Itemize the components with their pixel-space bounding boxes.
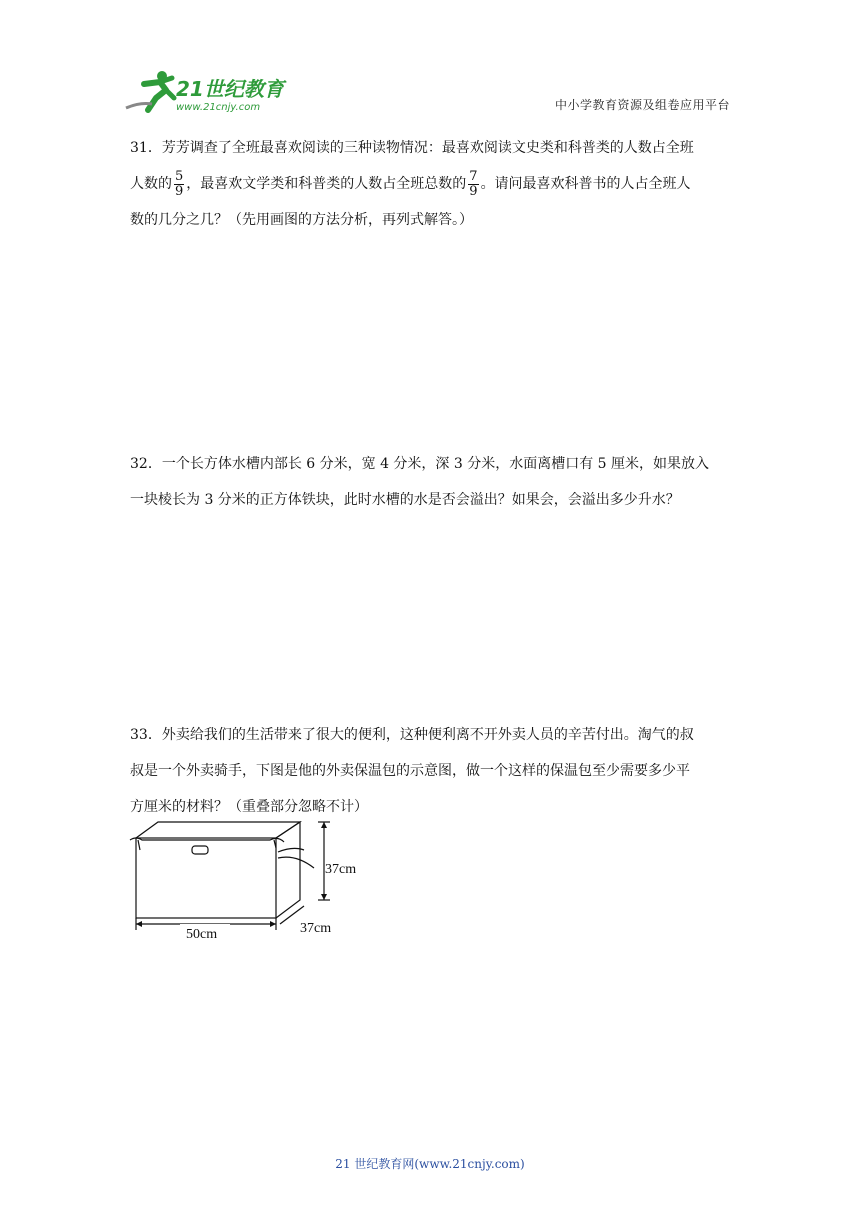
question-31-line2: 人数的 $\frac{5}{9}$ ，最喜欢文学类和科普类的人数占全班总数的 $\frac{7}{9}$ 。请问最喜欢科普书的人占全班人	[130, 168, 691, 199]
platform-name: 中小学教育资源及组卷应用平台	[554, 98, 730, 112]
bag-front-face	[136, 838, 276, 918]
question-32-line2: 一块棱长为 3 分米的正方体铁块，此时水槽的水是否会溢出？如果会，会溢出多少升水？	[130, 492, 680, 508]
question-33-line2: 叔是一个外卖骑手，下图是他的外卖保温包的示意图，做一个这样的保温包至少需要多少平	[130, 763, 690, 779]
question-32	[130, 446, 730, 518]
bag-right-face	[276, 822, 300, 918]
question-33	[130, 717, 730, 825]
width-label: 37cm	[300, 921, 332, 936]
fraction-7-9: $\frac{7}{9}$	[469, 168, 478, 199]
question-31-line1: 31．芳芳调查了全班最喜欢阅读的三种读物情况：最喜欢阅读文史类和科普类的人数占全班	[130, 140, 694, 156]
question-31-line3: 数的几分之几？（先用画图的方法分析，再列式解答。）	[130, 212, 473, 228]
question-33-line3: 方厘米的材料？（重叠部分忽略不计）	[130, 799, 368, 815]
runner-icon	[126, 71, 174, 110]
question-32-line1: 32．一个长方体水槽内部长 6 分米，宽 4 分米，深 3 分米，水面离槽口有 5 厘米，如果放入	[130, 456, 710, 472]
length-label: 50cm	[186, 927, 218, 942]
bag-top-face	[136, 822, 300, 838]
question-33-line1: 33．外卖给我们的生活带来了很大的便利，这种便利离不开外卖人员的辛苦付出。淘气的叔	[130, 727, 694, 743]
logo-text: 21世纪教育	[176, 77, 284, 101]
height-label: 37cm	[325, 862, 357, 877]
site-logo	[122, 68, 292, 116]
delivery-bag-figure	[128, 818, 388, 954]
logo-url: www.21cnjy.com	[176, 102, 261, 113]
footer-link[interactable]: 21 世纪教育网(www.21cnjy.com)	[335, 1157, 525, 1171]
question-31	[130, 130, 730, 238]
fraction-5-9: $\frac{5}{9}$	[175, 168, 184, 199]
bag-handle	[192, 846, 208, 854]
